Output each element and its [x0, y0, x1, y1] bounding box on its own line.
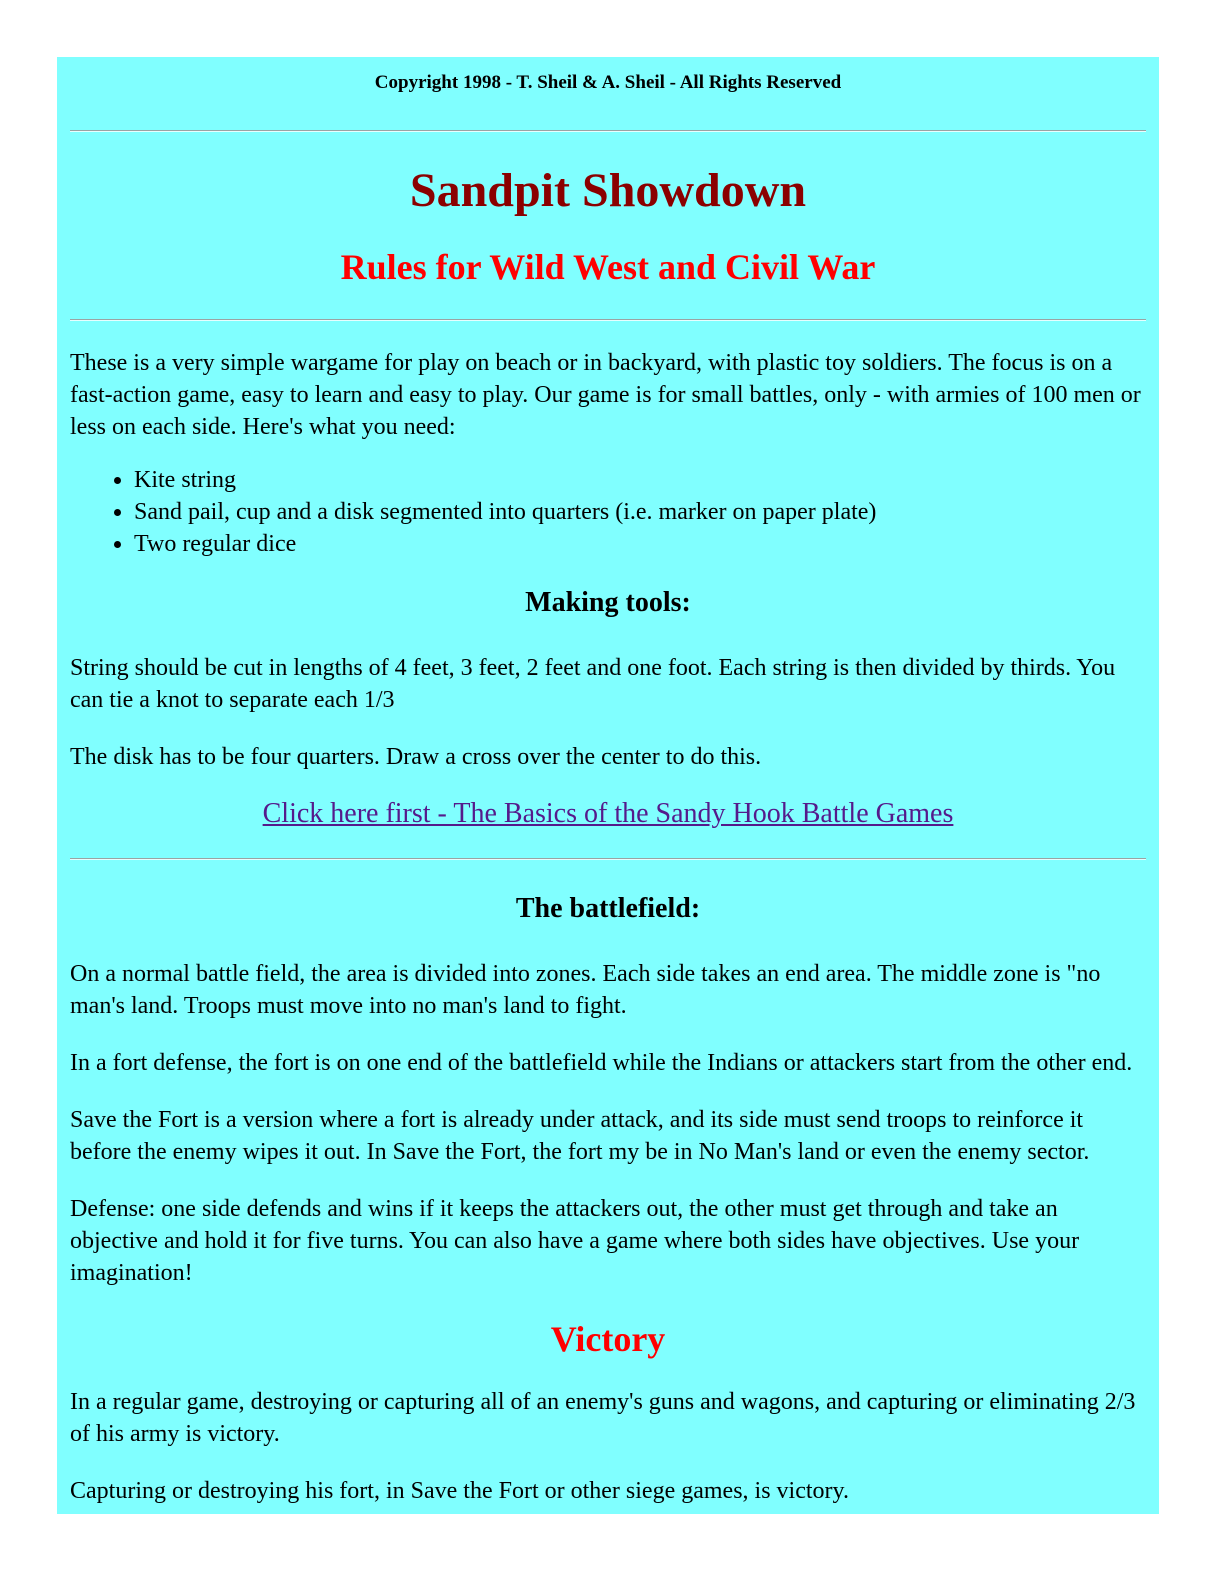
list-item: • Two regular dice [134, 528, 1146, 560]
battlefield-paragraph: On a normal battle field, the area is divided into zones. Each side takes an end area. The middle zone is "no man's land. Troops must move into no man's land to fight. [70, 961, 1101, 1019]
divider [70, 130, 1146, 132]
needs-list [70, 464, 1146, 560]
victory-paragraph: Capturing or destroying his fort, in Save the Fort or other siege games, is victory. [70, 1478, 849, 1504]
page-content [57, 57, 1159, 1514]
intro-paragraph: These is a very simple wargame for play on beach or in backyard, with plastic toy soldiers. The focus is on a fast-action game, easy to learn and easy to play. Our game is for small battles, only - with armies of 100 men or less on each side. Here's what you need: [70, 350, 1141, 440]
list-item: • Kite string [134, 464, 1146, 496]
battlefield-paragraph: Save the Fort is a version where a fort is already under attack, and its side must send troops to reinforce it before the enemy wipes it out. In Save the Fort, the fort my be in No Man's land or even the enemy sector. [70, 1107, 1090, 1165]
copyright-notice: Copyright 1998 - T. Sheil & A. Sheil - All Rights Reserved [374, 72, 842, 93]
page-title: Sandpit Showdown [409, 164, 807, 217]
list-item: • Sand pail, cup and a disk segmented into quarters (i.e. marker on paper plate) [134, 496, 1146, 528]
victory-paragraph: In a regular game, destroying or capturing all of an enemy's guns and wagons, and capturing or eliminating 2/3 of his army is victory. [70, 1389, 1136, 1447]
basics-link[interactable]: Click here first - The Basics of the Sandy Hook Battle Games [262, 798, 954, 829]
making-tools-heading: Making tools: [525, 587, 691, 618]
battlefield-paragraph: Defense: one side defends and wins if it keeps the attackers out, the other must get through and take an objective and hold it for five turns. You can also have a game where both sides have objectives. Use your imagination! [70, 1196, 1080, 1286]
victory-heading: Victory [550, 1319, 666, 1359]
disk-paragraph: The disk has to be four quarters. Draw a cross over the center to do this. [70, 744, 762, 770]
basics-link-container [70, 798, 1146, 830]
battlefield-heading: The battlefield: [515, 893, 701, 924]
page-subtitle: Rules for Wild West and Civil War [340, 247, 876, 287]
divider [70, 858, 1146, 860]
battlefield-paragraph: In a fort defense, the fort is on one end of the battlefield while the Indians or attackers start from the other end. [70, 1050, 1133, 1076]
string-paragraph: String should be cut in lengths of 4 feet, 3 feet, 2 feet and one foot. Each string is then divided by thirds. You can tie a knot to separate each 1/3 [70, 655, 1116, 713]
divider [70, 319, 1146, 321]
